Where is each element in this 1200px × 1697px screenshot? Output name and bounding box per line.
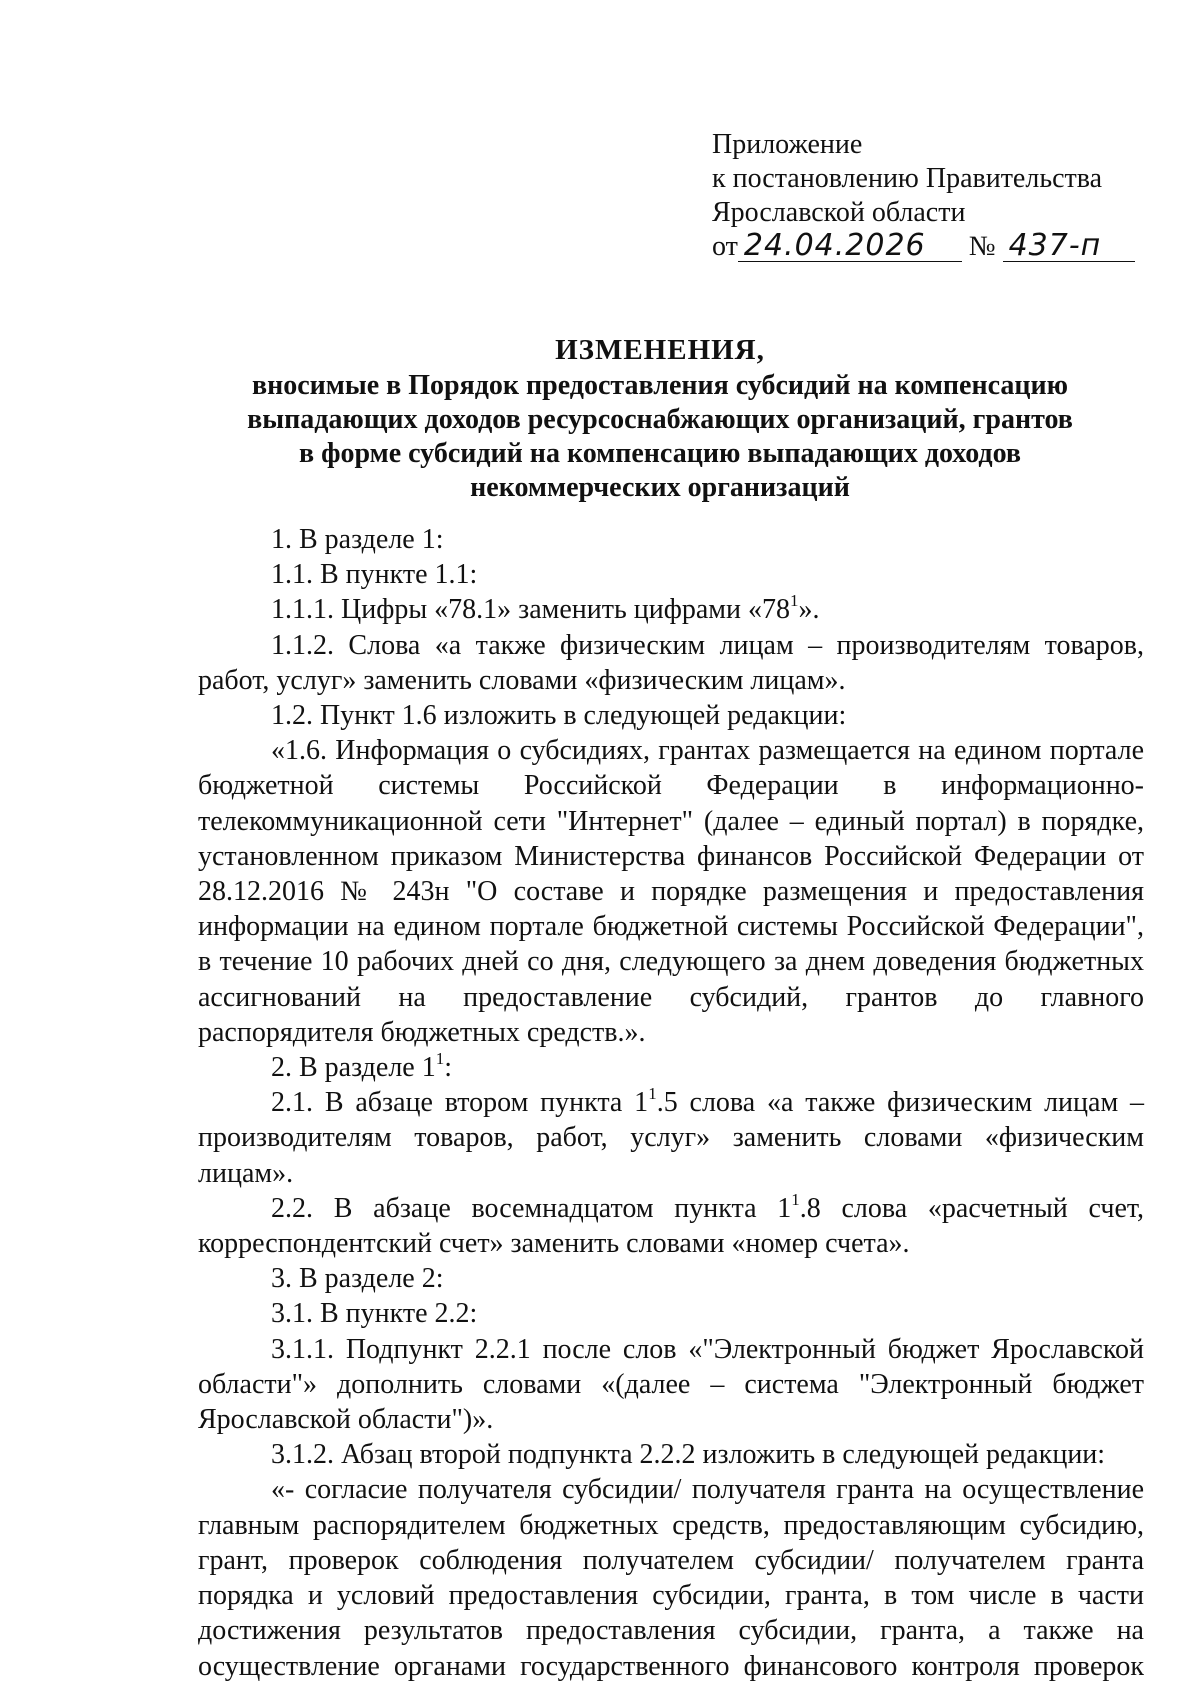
title-subtitle-line-1: вносимые в Порядок предоставления субсидий на компенсацию: [251, 370, 1069, 401]
title-main: ИЗМЕНЕНИЯ,: [555, 334, 765, 366]
document-body: [198, 522, 1144, 1684]
annex-title: Приложение: [712, 129, 863, 160]
paragraph-2: [198, 1050, 1144, 1085]
paragraph-2-2-tail: .8 слова «расчетный счет, корреспондентский счет» заменить словами «номер счета».: [198, 1192, 1145, 1260]
paragraph-2-2-text: 2.2. В абзаце восемнадцатом пункта 1: [271, 1192, 792, 1224]
handwritten-date: 24.04.2026: [738, 231, 962, 262]
paragraph-1-1-2: 1.1.2. Слова «а также физическим лицам – производителям товаров, работ, услуг» заменить словами «физическим лицам».: [198, 629, 1144, 696]
paragraph-1-2: 1.2. Пункт 1.6 изложить в следующей редакции:: [271, 700, 847, 732]
paragraph-2-2: [198, 1191, 1144, 1261]
paragraph-1-1-1: [198, 592, 1144, 627]
paragraph-2-1-tail: .5 слова «а также физическим лицам – производителям товаров, работ, услуг» заменить словами «физическим лицам».: [198, 1087, 1144, 1189]
annex-resolution-ref: к постановлению Правительства: [712, 163, 1103, 194]
paragraph-3-1-2: 3.1.2. Абзац второй подпункта 2.2.2 изложить в следующей редакции:: [271, 1439, 1106, 1471]
title-subtitle-line-4: некоммерческих организаций: [470, 472, 850, 503]
paragraph-2-text: 2. В разделе 1: [271, 1052, 436, 1084]
paragraph-1-1: 1.1. В пункте 1.1:: [271, 559, 478, 591]
document-title: [200, 333, 1120, 505]
paragraph-1: 1. В разделе 1:: [271, 524, 444, 555]
annex-region: Ярославской области: [712, 197, 966, 228]
handwritten-number: 437-п: [1003, 231, 1135, 262]
superscript: 1: [435, 1048, 445, 1068]
title-subtitle-line-2: выпадающих доходов ресурсоснабжающих организаций, грантов: [247, 404, 1073, 435]
paragraph-3: 3. В разделе 2:: [271, 1263, 444, 1295]
paragraph-2-1: [198, 1085, 1144, 1191]
superscript: 1: [648, 1083, 657, 1103]
paragraph-1-1-1-tail: ».: [798, 594, 820, 626]
superscript: 1: [791, 1189, 800, 1209]
paragraph-3-1-1: 3.1.1. Подпункт 2.2.1 после слов «"Электронный бюджет Ярославской области"» дополнить словами «(далее – система "Электронный бюджет Ярославской области")».: [198, 1333, 1144, 1436]
paragraph-1-1-1-text: 1.1.1. Цифры «78.1» заменить цифрами «78: [271, 594, 791, 626]
paragraph-2-tail: :: [444, 1052, 453, 1084]
title-subtitle-line-3: в форме субсидий на компенсацию выпадающих доходов: [298, 438, 1021, 469]
paragraph-3-1: 3.1. В пункте 2.2:: [271, 1298, 478, 1330]
paragraph-2-1-text: 2.1. В абзаце втором пункта 1: [271, 1087, 649, 1119]
annex-header: [712, 128, 1135, 264]
date-prefix: от: [712, 231, 738, 262]
paragraph-consent-quote: «- согласие получателя субсидии/ получателя гранта на осуществление главным распорядителем бюджетных средств, предоставляющим субсидию, грант, проверок соблюдения получателем субсидии/ получателем гранта порядка и условий предоставления субсидии, гранта, в том числе в части достижения результатов предоставления субсидии, гранта, а также на осуществление органами государственного финансового контроля проверок: [198, 1474, 1144, 1682]
number-sign: №: [968, 231, 996, 262]
superscript: 1: [790, 591, 799, 611]
paragraph-1-6-quote: «1.6. Информация о субсидиях, грантах размещается на едином портале бюджетной системы Российской Федерации в информационно-телекоммуникационной сети "Интернет" (далее – единый портал) в порядке, установленном приказом Министерства финансов Российской Федерации от 28.12.2016 № 243н "О составе и порядке размещения и предоставления информации на едином портале бюджетной системы Российской Федерации", в течение 10 рабочих дней со дня, следующего за днем доведения бюджетных ассигнований на предоставление субсидий, грантов до главного распорядителя бюджетных средств.».: [198, 735, 1144, 1048]
annex-date-number-line: [712, 230, 1135, 264]
